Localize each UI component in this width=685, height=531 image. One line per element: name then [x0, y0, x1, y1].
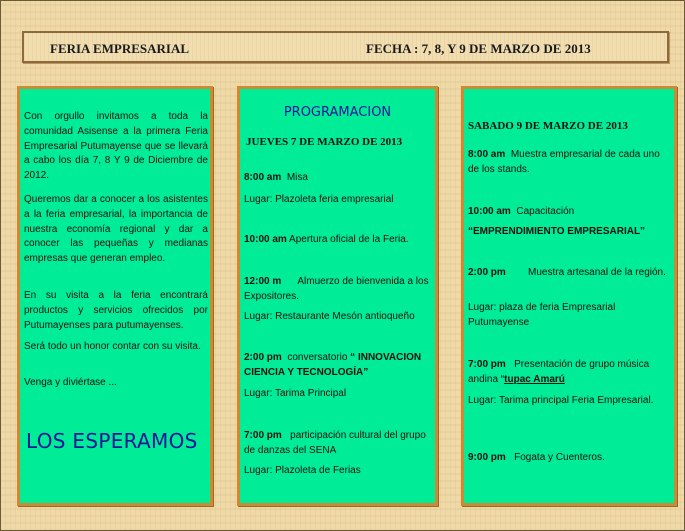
schedule-item — [468, 266, 668, 281]
schedule-time: 9:00 pm — [468, 452, 506, 463]
invitation-panel — [17, 86, 213, 506]
schedule-desc: Fogata y Cuenteros. — [514, 452, 605, 463]
invitation-paragraph-5: Venga y diviértase ... — [24, 377, 117, 388]
schedule-desc: Misa — [286, 172, 308, 183]
invitation-paragraph-2: Queremos dar a conocer a los asistentes a la feria empresarial, la importancia de nuestra economía regional y dar a conocer las pequeñas y medianas empresas que generan empleo. — [24, 194, 208, 265]
schedule-time: 10:00 am — [468, 206, 511, 217]
schedule-place: Lugar: Plazoleta feria empresarial — [244, 194, 394, 205]
invitation-paragraph-4: Será todo un honor contar con su visita. — [24, 341, 201, 352]
schedule-desc: conversatorio — [287, 352, 348, 363]
header-banner — [22, 31, 669, 63]
invitation-paragraph-3: En su visita a la feria encontrará productos y servicios ofrecidos por Putumayenses para putumayenses. — [24, 290, 208, 331]
schedule-desc-highlight: “EMPRENDIMIENTO EMPRESARIAL” — [468, 226, 646, 237]
thursday-schedule-panel — [237, 86, 438, 506]
schedule-desc: participación cultural del grupo de danzas del SENA — [244, 430, 426, 456]
schedule-item — [468, 148, 668, 178]
schedule-item — [244, 275, 432, 305]
program-title: PROGRAMACION — [283, 105, 392, 120]
schedule-time: 7:00 pm — [244, 430, 282, 441]
schedule-item — [468, 358, 674, 388]
day-heading-saturday: SABADO 9 DE MARZO DE 2013 — [468, 120, 628, 132]
schedule-time: 10:00 am — [244, 234, 287, 245]
schedule-time: 12:00 m — [244, 276, 282, 287]
schedule-desc: Almuerzo de bienvenida a los Expositores. — [244, 276, 429, 302]
schedule-place: Lugar: Plazoleta de Ferias — [244, 465, 361, 476]
schedule-time: 2:00 pm — [244, 352, 282, 363]
schedule-item — [244, 171, 432, 186]
schedule-time: 7:00 pm — [468, 359, 506, 370]
schedule-item — [244, 429, 436, 459]
schedule-place: Lugar: Restaurante Mesón antioqueño — [244, 311, 415, 322]
schedule-item — [244, 233, 432, 248]
event-date: FECHA : 7, 8, Y 9 DE MARZO DE 2013 — [366, 41, 591, 56]
closing-message: LOS ESPERAMOS — [26, 429, 198, 453]
schedule-time: 2:00 pm — [468, 267, 506, 278]
schedule-place: Lugar: Tarima principal Feria Empresarial. — [468, 395, 654, 406]
schedule-time: 8:00 am — [244, 172, 282, 183]
saturday-schedule-panel — [461, 86, 677, 506]
schedule-desc: Apertura oficial de la Feria. — [289, 234, 409, 245]
schedule-place: Lugar: plaza de feria Empresarial Putumayense — [468, 302, 616, 328]
schedule-desc: Presentación de grupo música andina “ — [468, 359, 650, 385]
schedule-time: 8:00 am — [468, 149, 506, 160]
schedule-place: Lugar: Tarima Principal — [244, 388, 347, 399]
schedule-desc: Capacitación — [516, 206, 575, 217]
schedule-item — [468, 451, 668, 466]
schedule-item — [468, 205, 668, 220]
schedule-desc: Muestra artesanal de la región. — [528, 267, 666, 278]
event-title: FERIA EMPRESARIAL — [50, 41, 190, 56]
schedule-desc-highlight: “ INNOVACION CIENCIA Y TECNOLOGÍA” — [244, 352, 422, 378]
band-name: tupac Amarú — [504, 373, 565, 385]
day-heading-thursday: JUEVES 7 DE MARZO DE 2013 — [246, 136, 403, 148]
schedule-item — [244, 351, 432, 381]
schedule-desc: Muestra empresarial de cada uno de los stands. — [468, 149, 660, 175]
invitation-paragraph-1: Con orgullo invitamos a toda la comunidad Asisense a la primera Feria Empresarial Putumayense que se llevará a cabo los día 7, 8 Y 9 de Diciembre de 2012. — [24, 111, 208, 182]
